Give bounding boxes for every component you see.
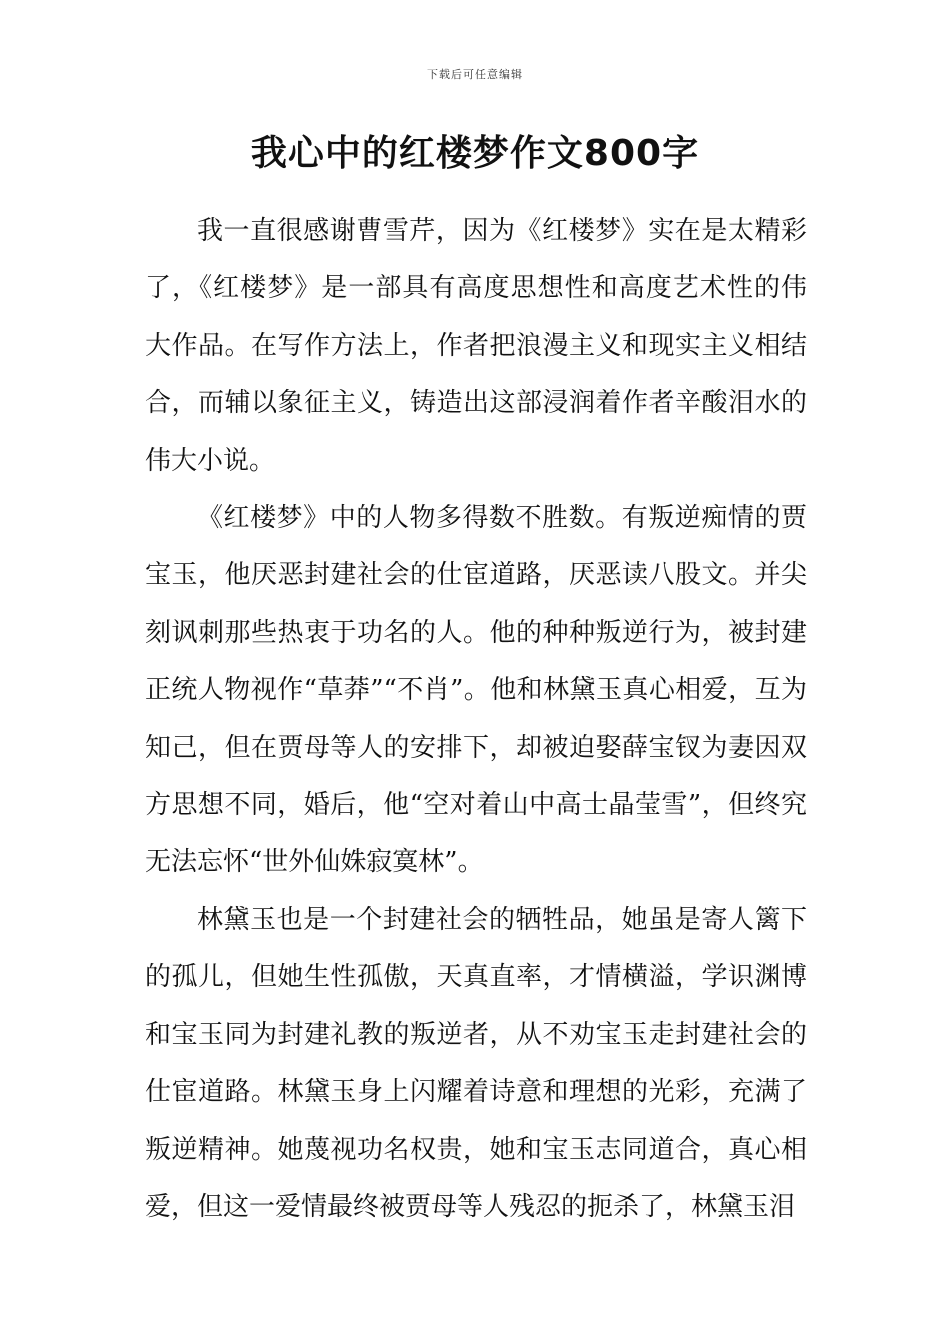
paragraph: 《红楼梦》中的人物多得数不胜数。有叛逆痴情的贾宝玉，他厌恶封建社会的仕宦道路，厌恶读八股文。并尖刻讽刺那些热衷于功名的人。他的种种叛逆行为，被封建正统人物视作“草莽”“不肖”。他和林黛玉真心相爱，互为知己，但在贾母等人的安排下，却被迫娶薛宝钗为妻因双方思想不同，婚后，他“空对着山中高士晶莹雪”，但终究无法忘怀“世外仙姝寂寞林”。 bbox=[145, 503, 807, 878]
document-body bbox=[145, 203, 807, 1236]
paragraph: 我一直很感谢曹雪芹，因为《红楼梦》实在是太精彩了，《红楼梦》是一部具有高度思想性和高度艺术性的伟大作品。在写作方法上，作者把浪漫主义和现实主义相结合，而辅以象征主义，铸造出这部浸润着作者辛酸泪水的伟大小说。 bbox=[145, 216, 807, 476]
document-title: 我心中的红楼梦作文800字 bbox=[250, 133, 700, 174]
paragraph: 林黛玉也是一个封建社会的牺牲品，她虽是寄人篱下的孤儿，但她生性孤傲，天真直率，才情横溢，学识渊博和宝玉同为封建礼教的叛逆者，从不劝宝玉走封建社会的仕宦道路。林黛玉身上闪耀着诗意和理想的光彩，充满了叛逆精神。她蔑视功名权贵，她和宝玉志同道合，真心相爱，但这一爱情最终被贾母等人残忍的扼杀了，林黛玉泪 bbox=[145, 904, 807, 1222]
header-note: 下载后可任意编辑 bbox=[427, 68, 523, 81]
